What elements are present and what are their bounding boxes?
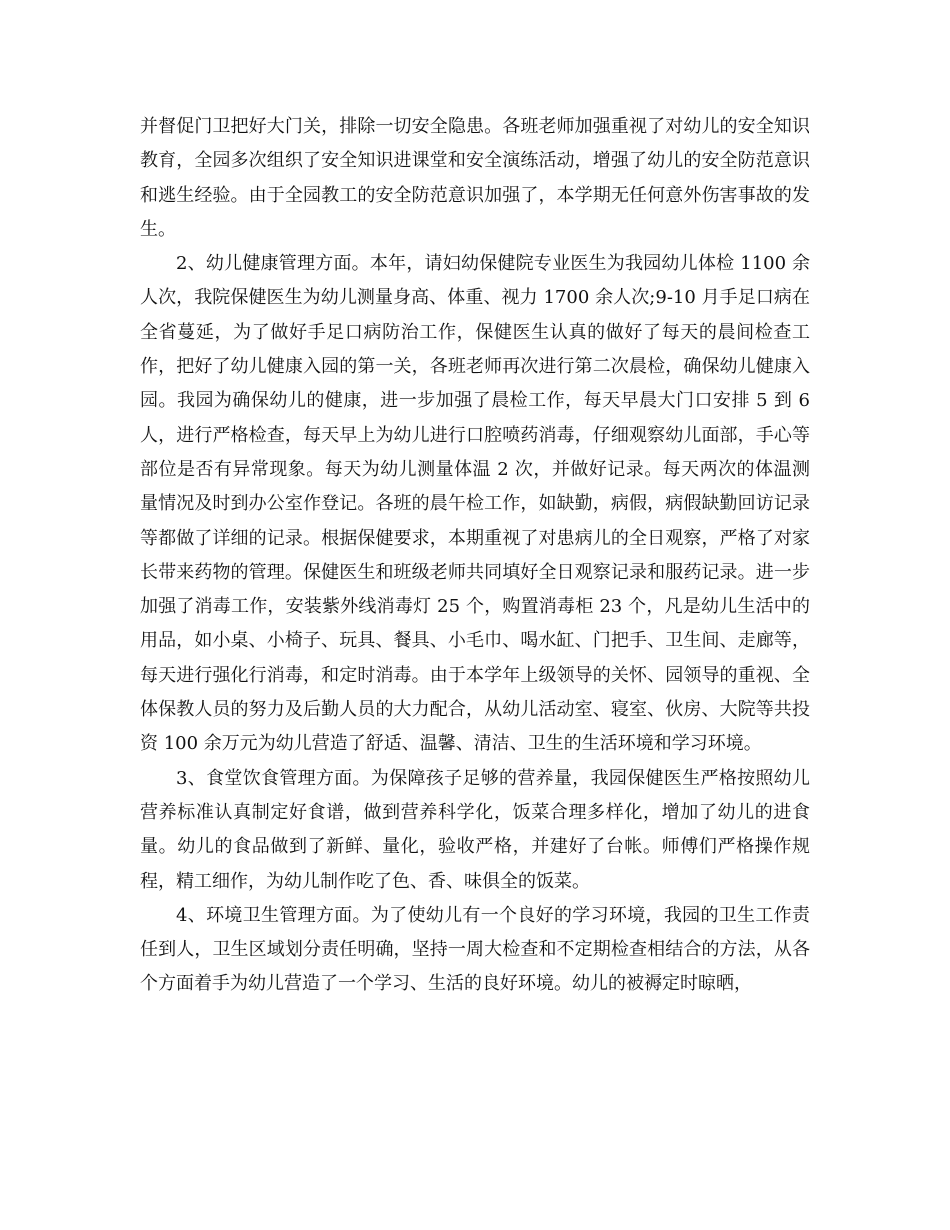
paragraph-environment-hygiene: 4、环境卫生管理方面。为了使幼儿有一个良好的学习环境，我园的卫生工作责任到人，卫生区域划分责任明确，坚持一周大检查和不定期检查相结合的方法，从各个方面着手为幼儿营造了一个学习、生活的良好环境。幼儿的被褥定时晾晒， bbox=[140, 904, 810, 995]
document-page bbox=[140, 110, 810, 1002]
paragraph-health-management: 2、幼儿健康管理方面。本年，请妇幼保健院专业医生为我园幼儿体检 1100 余人次，我院保健医生为幼儿测量身高、体重、视力 1700 余人次;9-10 月手足口病在全省蔓延，为了做好手足口病防治工作，保健医生认真的做好了每天的晨间检查工作，把好了幼儿健康入园的第一关，各班老师再次进行第二次晨检，确保幼儿健康入园。我园为确保幼儿的健康，进一步加强了晨检工作，每天早晨大门口安排 5 到 6 人，进行严格检查，每天早上为幼儿进行口腔喷药消毒，仔细观察幼儿面部，手心等部位是否有异常现象。每天为幼儿测量体温 2 次，并做好记录。每天两次的体温测量情况及时到办公室作登记。各班的晨午检工作，如缺勤，病假，病假缺勤回访记录等都做了详细的记录。根据保健要求，本期重视了对患病儿的全日观察，严格了对家长带来药物的管理。保健医生和班级老师共同填好全日观察记录和服药记录。进一步加强了消毒工作，安装紫外线消毒灯 25 个，购置消毒柜 23 个，凡是幼儿生活中的用品，如小桌、小椅子、玩具、餐具、小毛巾、喝水缸、门把手、卫生间、走廊等，每天进行强化行消毒，和定时消毒。由于本学年上级领导的关怀、园领导的重视、全体保教人员的努力及后勤人员的大力配合，从幼儿活动室、寝室、伙房、大院等共投资 100 余万元为幼儿营造了舒适、温馨、清洁、卫生的生活环境和学习环境。 bbox=[140, 253, 810, 755]
paragraph-safety-continued: 并督促门卫把好大门关，排除一切安全隐患。各班老师加强重视了对幼儿的安全知识教育，全园多次组织了安全知识进课堂和安全演练活动，增强了幼儿的安全防范意识和逃生经验。由于全园教工的安全防范意识加强了，本学期无任何意外伤害事故的发生。 bbox=[140, 116, 810, 240]
paragraph-canteen-management: 3、食堂饮食管理方面。为保障孩子足够的营养量，我园保健医生严格按照幼儿营养标准认真制定好食谱，做到营养科学化，饭菜合理多样化，增加了幼儿的进食量。幼儿的食品做到了新鲜、量化，验收严格，并建好了台帐。师傅们严格操作规程，精工细作，为幼儿制作吃了色、香、味俱全的饭菜。 bbox=[140, 767, 810, 892]
